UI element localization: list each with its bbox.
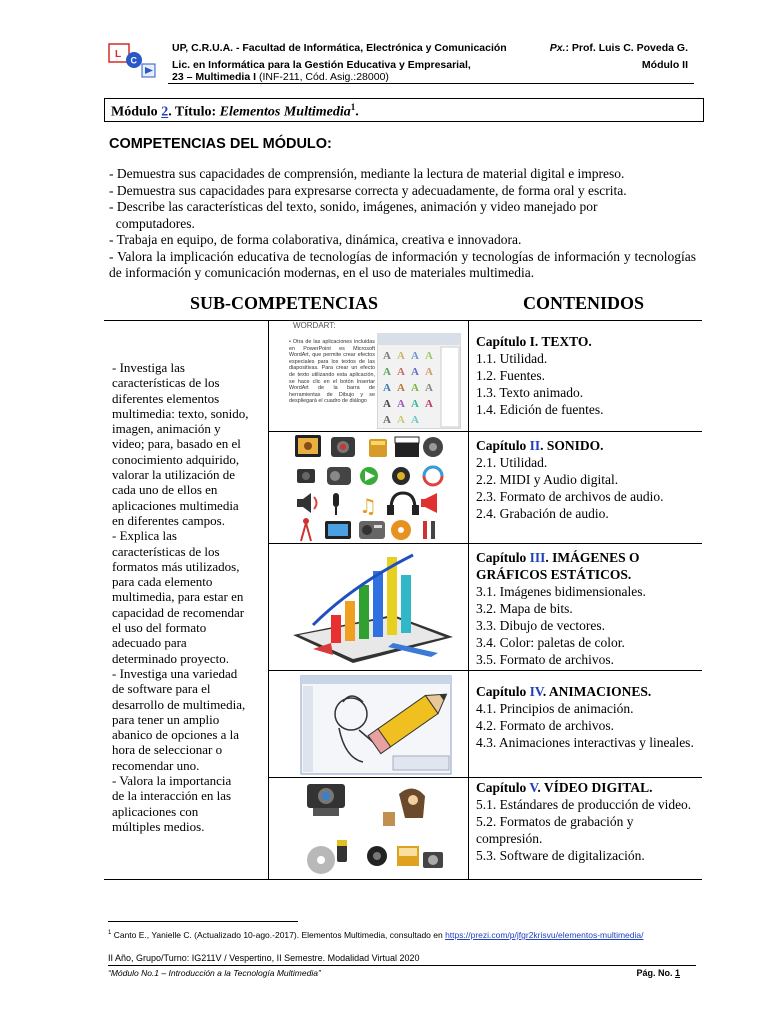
svg-text:A: A [397, 366, 405, 378]
page-number: Pág. No. 1 [636, 968, 680, 978]
chapter-2-sound [476, 437, 698, 522]
footer-group-info: II Año, Grupo/Turno: IG211V / Vespertino, II Semestre. Modalidad Virtual 2020 [108, 953, 420, 963]
video-icons-collage [273, 778, 467, 880]
chapter-title: Capítulo IV. ANIMACIONES. [476, 684, 652, 699]
svg-text:A: A [397, 414, 405, 426]
chapter-topic: 1.4. Edición de fuentes. [476, 402, 604, 417]
chapter-topic: 5.2. Formatos de grabación y compresión. [476, 814, 634, 846]
header-program [172, 59, 692, 71]
wordart-thumbnail [273, 321, 467, 431]
subcompetencia-line: - Explica las [112, 528, 177, 544]
chapter-1-text [476, 333, 698, 418]
svg-text:A: A [383, 414, 391, 426]
subcompetencias-list [112, 360, 267, 834]
competencias-list [109, 166, 696, 282]
subcompetencia-line: adecuado para [112, 635, 187, 651]
subcompetencia-line: valorar la utilización de [112, 467, 236, 483]
competencias-heading: COMPETENCIAS DEL MÓDULO: [109, 136, 332, 152]
header-course-code: (INF-211, Cód. Asig.:28000) [256, 71, 389, 83]
table-row-divider [268, 543, 702, 544]
footnote-link[interactable]: https://prezi.com/p/jfgr2krisvu/elementos-multimedia/ [445, 930, 644, 940]
chapter-topic: 2.2. MIDI y Audio digital. [476, 472, 619, 487]
header-course [172, 71, 389, 83]
header-course-name: 23 – Multimedia I [172, 71, 257, 83]
chapter-roman-numeral: III [529, 550, 546, 565]
animation-illustration [273, 672, 467, 776]
institution-logo [108, 42, 156, 78]
subcompetencia-line: recomendar uno. [112, 757, 200, 773]
subcompetencia-line: para cada elemento [112, 574, 213, 590]
chapter-topic: 3.5. Formato de archivos. [476, 652, 614, 667]
subcompetencia-line: de software para el [112, 681, 211, 697]
subcompetencia-line: capacidad de recomendar [112, 604, 245, 620]
subcompetencia-line: en diferentes campos. [112, 512, 225, 528]
subcompetencia-line: diferentes elementos [112, 390, 220, 406]
subcompetencia-line: características de los [112, 375, 220, 391]
svg-text:A: A [397, 382, 405, 394]
module-title-box: Módulo 2. Título: Elementos Multimedia$^1$. [104, 98, 704, 122]
chapter-topic: 1.1. Utilidad. [476, 351, 548, 366]
chapter-topic: 3.2. Mapa de bits. [476, 601, 573, 616]
module-number-link[interactable]: 2 [161, 104, 169, 120]
header-divider [168, 83, 694, 84]
svg-text:A: A [383, 382, 391, 394]
list-item: - Describe las características del texto, sonido, imágenes, animación y video manejado por [109, 199, 598, 214]
chapter-topic: 3.4. Color: paletas de color. [476, 635, 625, 650]
header-institution [172, 42, 692, 54]
subcompetencia-line: para tener un amplio [112, 711, 220, 727]
svg-text:A: A [383, 350, 391, 362]
svg-text:A: A [397, 350, 405, 362]
footer-module-name: “Módulo No.1 – Introducción a la Tecnología Multimedia” [108, 968, 321, 978]
chapter-roman-numeral: I [529, 334, 535, 349]
chapter-title: Capítulo V. VÍDEO DIGITAL. [476, 780, 653, 795]
table-col-divider-1 [268, 320, 269, 880]
subcompetencia-line: de la interacción en las [112, 788, 232, 804]
chapter-roman-numeral: V [529, 780, 538, 795]
svg-text:A: A [411, 350, 419, 362]
subcompetencia-line: abanico de opciones a la [112, 727, 240, 743]
svg-text:A: A [425, 398, 433, 410]
chapter-topic: 3.1. Imágenes bidimensionales. [476, 584, 646, 599]
table-row-divider [268, 431, 702, 432]
footnote-number: 1 [108, 930, 112, 937]
subcompetencia-line: - Investiga una variedad [112, 665, 238, 681]
contenidos-heading: CONTENIDOS [523, 293, 645, 313]
list-item: computadores. [109, 215, 195, 231]
subcompetencia-line: - Valora la importancia [112, 773, 232, 789]
subcompetencia-line: determinado proyecto. [112, 650, 229, 666]
svg-text:A: A [425, 382, 433, 394]
subcompetencias-heading: SUB-COMPETENCIAS [190, 293, 379, 313]
table-col-divider-2 [468, 320, 469, 880]
chapter-topic: 5.1. Estándares de producción de video. [476, 797, 692, 812]
chapter-topic: 2.1. Utilidad. [476, 455, 548, 470]
subcompetencia-line: formatos más utilizados, [112, 558, 240, 574]
bar-chart-illustration [273, 545, 467, 670]
subcompetencia-line: multimedia, para estar en [112, 589, 244, 605]
chapter-topic: 4.3. Animaciones interactivas y lineales. [476, 735, 694, 750]
footnote-divider [108, 921, 298, 922]
wordart-gallery-icon [377, 333, 461, 429]
header-career: Lic. en Informática para la Gestión Educativa y Empresarial, [172, 59, 471, 71]
chapter-topic: 5.3. Software de digitalización. [476, 848, 645, 863]
svg-text:A: A [411, 414, 419, 426]
chapter-topic: 3.3. Dibujo de vectores. [476, 618, 605, 633]
wordart-text: • Otra de las aplicaciones incluidas en PowerPoint es Microsoft WordArt, que permite crear efectos especiales para los textos de las diapositivas. Para crear un efecto de texto utilizando esta aplicación, se hace clic en el botón Insertar WordArt de la barra de herramientas de Dibujo y se despliegará el cuadro de diálogo [289, 339, 375, 405]
subcompetencia-line: multimedia: texto, sonido, [112, 405, 249, 421]
wordart-label: WORDART: [293, 321, 336, 330]
chapter-3-images [476, 549, 698, 668]
chapter-topic: 2.3. Formato de archivos de audio. [476, 489, 664, 504]
subcompetencia-line: aplicaciones con [112, 803, 199, 819]
svg-text:A: A [411, 398, 419, 410]
header-module: Módulo II [641, 59, 688, 71]
svg-text:A: A [397, 398, 405, 410]
chapter-topic: 1.2. Fuentes. [476, 368, 545, 383]
svg-text:L: L [115, 49, 122, 60]
footer-divider [108, 965, 696, 966]
footnote-text: Canto E., Yanielle C. (Actualizado 10-ago.-2017). Elementos Multimedia, consultado en [111, 930, 446, 940]
chapter-topic: 1.3. Texto animado. [476, 385, 584, 400]
chapter-title: Capítulo I. TEXTO. [476, 334, 592, 349]
svg-text:A: A [411, 366, 419, 378]
subcompetencia-line: desarrollo de multimedia, [112, 696, 246, 712]
chapter-topic: 4.1. Principios de animación. [476, 701, 634, 716]
list-item: - Demuestra sus capacidades de comprensión, mediante la lectura de material digital e impreso. [109, 166, 625, 181]
svg-text:♫: ♫ [359, 494, 377, 518]
sound-icons-collage [273, 433, 467, 543]
svg-text:C: C [130, 55, 137, 66]
subcompetencia-line: video; para, basado en el [112, 436, 241, 452]
table-row-divider [268, 670, 702, 671]
chapter-5-video [476, 779, 698, 864]
list-item: - Trabaja en equipo, de forma colaborativa, dinámica, creativa e innovadora. [109, 232, 522, 247]
subcompetencia-line: conocimiento adquirido, [112, 451, 240, 467]
subcompetencia-line: imagen, animación y [112, 421, 221, 437]
svg-text:A: A [383, 398, 391, 410]
footnote-ref[interactable]: 1 [350, 102, 356, 112]
svg-text:A: A [383, 366, 391, 378]
subcompetencia-line: el uso del formato [112, 620, 207, 636]
chapter-topic: 2.4. Grabación de audio. [476, 506, 609, 521]
header-professor: Px.: Prof. Luis C. Poveda G. [549, 42, 688, 54]
subcompetencia-line: múltiples medios. [112, 818, 205, 834]
chapter-title: Capítulo II. SONIDO. [476, 438, 604, 453]
chapter-topic: 4.2. Formato de archivos. [476, 718, 614, 733]
list-item: - Demuestra sus capacidades para expresarse correcta y adecuadamente, de forma oral y escrita. [109, 182, 627, 198]
header-faculty: UP, C.R.U.A. - Facultad de Informática, Electrónica y Comunicación [172, 42, 507, 54]
subcompetencia-line: hora de seleccionar o [112, 742, 223, 758]
list-item: - Valora la implicación educativa de tecnologías de información y tecnologías de información y tecnologías de información y comunicación modernas, en el uso de materiales multimedia. [109, 248, 696, 280]
chapter-roman-numeral: IV [529, 684, 543, 699]
chapter-roman-numeral: II [529, 438, 541, 453]
svg-text:A: A [411, 382, 419, 394]
module-title-name: Elementos Multimedia [219, 104, 351, 120]
svg-text:A: A [425, 366, 433, 378]
subcompetencia-line: - Investiga las [112, 360, 185, 375]
footnote [108, 930, 643, 940]
chapter-4-animations [476, 683, 698, 751]
chapter-title: Capítulo III. IMÁGENES O GRÁFICOS ESTÁTICOS. [476, 550, 640, 582]
subcompetencia-line: características de los [112, 543, 220, 559]
svg-text:A: A [425, 350, 433, 362]
subcompetencia-line: cada uno de ellos en [112, 482, 218, 498]
subcompetencia-line: aplicaciones multimedia [112, 497, 239, 513]
